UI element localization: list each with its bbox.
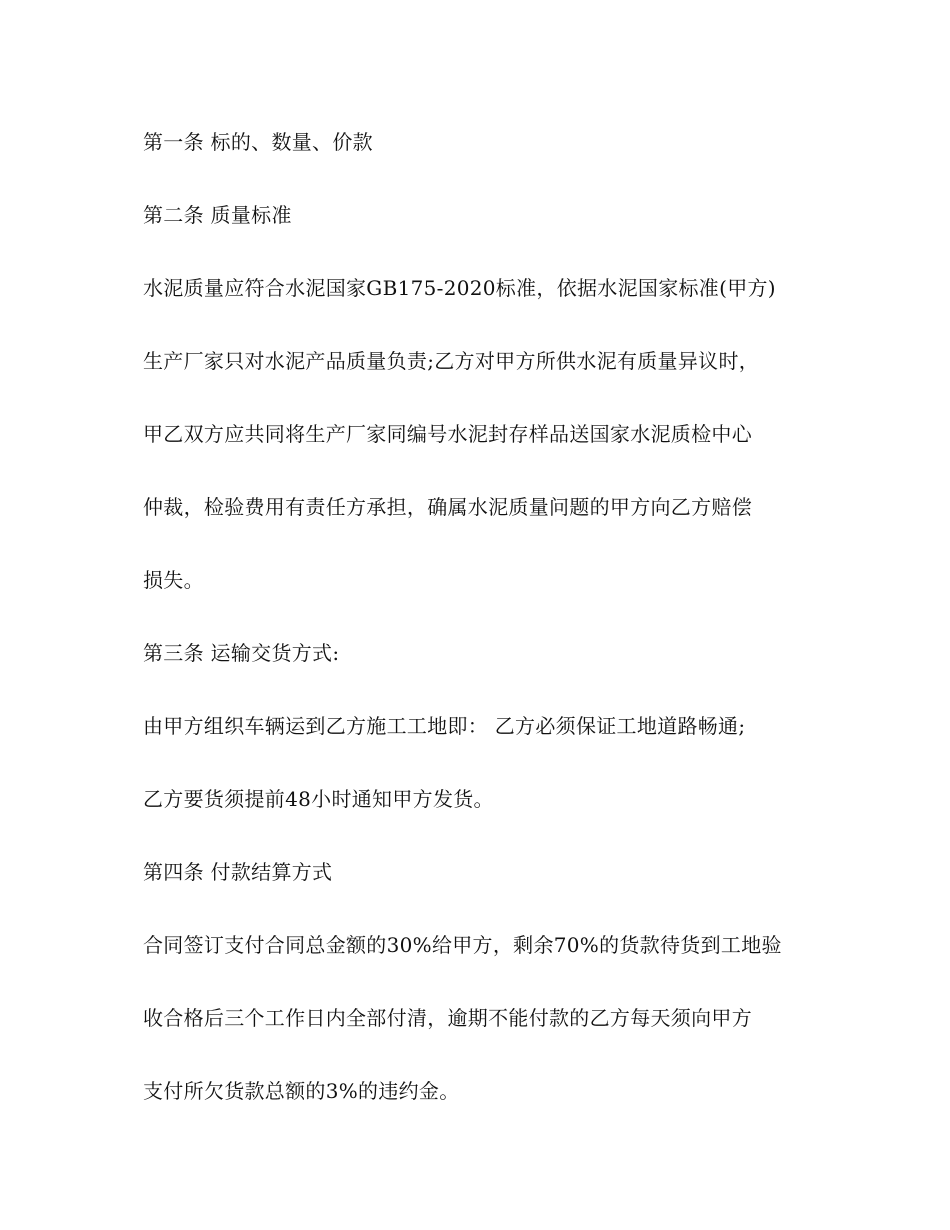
paragraph-line: 由甲方组织车辆运到乙方施工工地即： 乙方必须保证工地道路畅通; bbox=[143, 714, 746, 738]
paragraph-line: 仲裁，检验费用有责任方承担，确属水泥质量问题的甲方向乙方赔偿 bbox=[143, 495, 752, 519]
paragraph-line: 水泥质量应符合水泥国家GB175-2020标准，依据水泥国家标准(甲方) bbox=[143, 276, 776, 300]
paragraph-line: 支付所欠货款总额的3%的违约金。 bbox=[143, 1079, 460, 1103]
article-2-heading: 第二条 质量标准 bbox=[143, 203, 292, 227]
article-1-heading: 第一条 标的、数量、价款 bbox=[143, 130, 373, 154]
paragraph-line: 损失。 bbox=[143, 568, 204, 592]
paragraph-line: 甲乙双方应共同将生产厂家同编号水泥封存样品送国家水泥质检中心 bbox=[143, 422, 752, 446]
paragraph-line: 收合格后三个工作日内全部付清，逾期不能付款的乙方每天须向甲方 bbox=[143, 1006, 752, 1030]
article-4-heading: 第四条 付款结算方式 bbox=[143, 860, 333, 884]
paragraph-line: 合同签订支付合同总金额的30%给甲方，剩余70%的货款待货到工地验 bbox=[143, 933, 782, 957]
paragraph-line: 生产厂家只对水泥产品质量负责;乙方对甲方所供水泥有质量异议时， bbox=[143, 349, 760, 373]
article-3-heading: 第三条 运输交货方式: bbox=[143, 641, 340, 665]
paragraph-line: 乙方要货须提前48小时通知甲方发货。 bbox=[143, 787, 494, 811]
